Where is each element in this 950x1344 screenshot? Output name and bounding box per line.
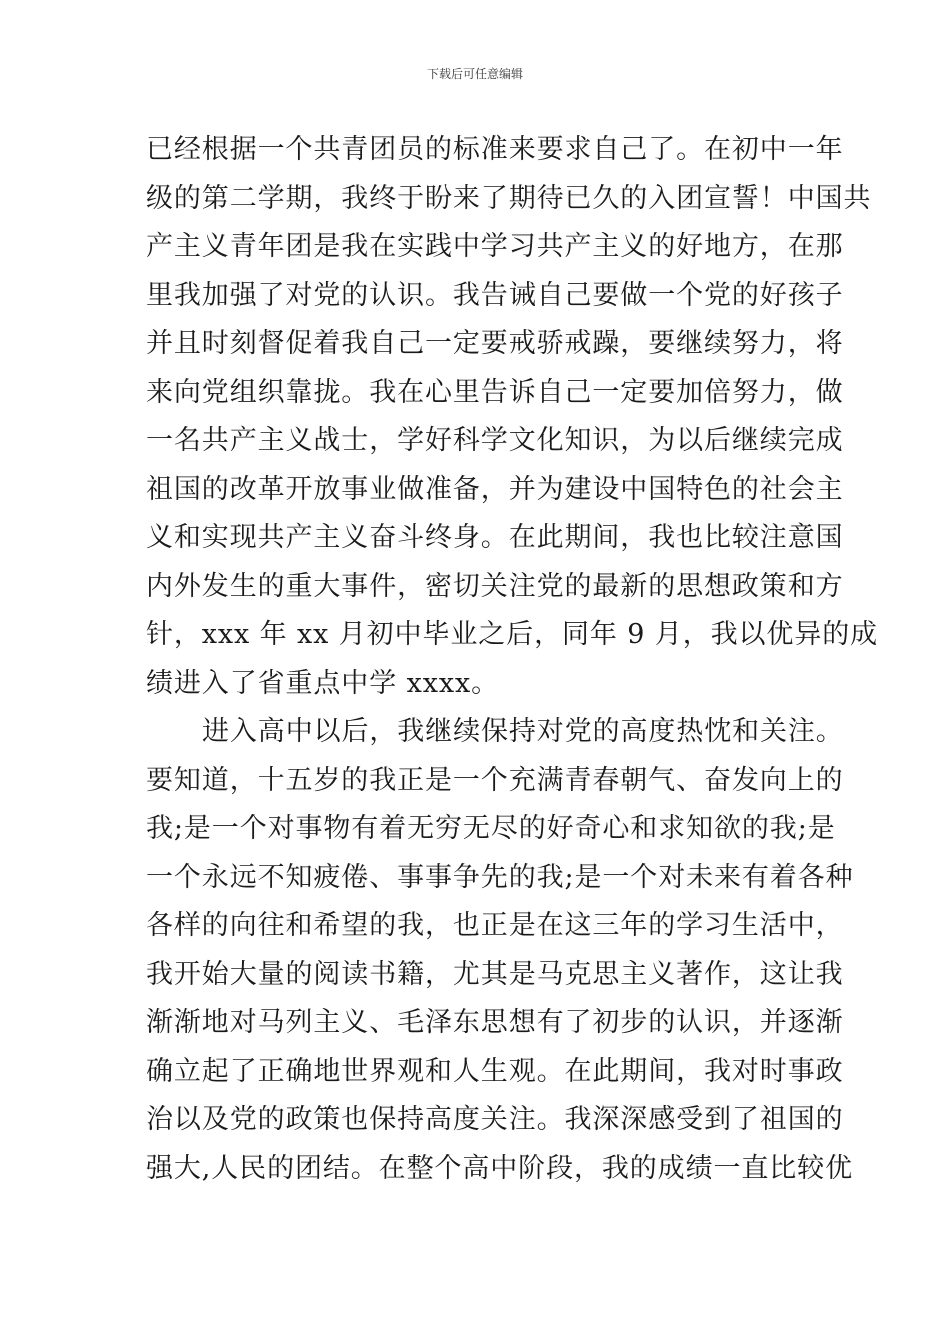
text-line: 渐渐地对马列主义、毛泽东思想有了初步的认识，并逐渐 xyxy=(146,1007,844,1038)
text-line: 来向党组织靠拢。我在心里告诉自己一定要加倍努力，做 xyxy=(146,376,844,408)
text-line: 我;是一个对事物有着无穷无尽的好奇心和求知欲的我;是 xyxy=(146,813,836,844)
text-line: 级的第二学期，我终于盼来了期待已久的入团宣誓！中国共 xyxy=(146,182,872,214)
text-line: 一个永远不知疲倦、事事争先的我;是一个对未来有着各种 xyxy=(146,861,854,893)
text-line: 里我加强了对党的认识。我告诫自己要做一个党的好孩子 xyxy=(146,279,844,311)
text-line: 绩进入了省重点中学 xxxx。 xyxy=(146,667,499,699)
text-line: 祖国的改革开放事业做准备，并为建设中国特色的社会主 xyxy=(146,473,844,505)
text-line: 确立起了正确地世界观和人生观。在此期间，我对时事政 xyxy=(146,1055,844,1087)
text-line: 并且时刻督促着我自己一定要戒骄戒躁，要继续努力，将 xyxy=(146,328,844,359)
text-line: 已经根据一个共青团员的标准来要求自己了。在初中一年 xyxy=(146,134,844,165)
page-header: 下载后可任意编辑 xyxy=(426,67,523,81)
text-line: 治以及党的政策也保持高度关注。我深深感受到了祖国的 xyxy=(146,1104,844,1135)
document-body xyxy=(146,126,879,1193)
text-line: 我开始大量的阅读书籍，尤其是马克思主义著作，这让我 xyxy=(146,958,844,990)
text-line: 各样的向往和希望的我，也正是在这三年的学习生活中， xyxy=(146,910,844,941)
text-line: 义和实现共产主义奋斗终身。在此期间，我也比较注意国 xyxy=(146,522,844,553)
paragraph-1 xyxy=(146,126,879,708)
text-line: 强大,人民的团结。在整个高中阶段，我的成绩一直比较优 xyxy=(146,1152,853,1184)
paragraph-2 xyxy=(146,708,854,1193)
text-line: 一名共产主义战士，学好科学文化知识，为以后继续完成 xyxy=(146,425,844,456)
text-line: 针，xxx 年 xx 月初中毕业之后，同年 9 月，我以优异的成 xyxy=(146,619,879,650)
text-line: 产主义青年团是我在实践中学习共产主义的好地方，在那 xyxy=(146,231,844,262)
text-line: 要知道，十五岁的我正是一个充满青春朝气、奋发向上的 xyxy=(146,764,844,796)
text-line: 内外发生的重大事件，密切关注党的最新的思想政策和方 xyxy=(146,570,844,602)
text-line-indented: 进入高中以后，我继续保持对党的高度热忱和关注。 xyxy=(202,716,844,747)
